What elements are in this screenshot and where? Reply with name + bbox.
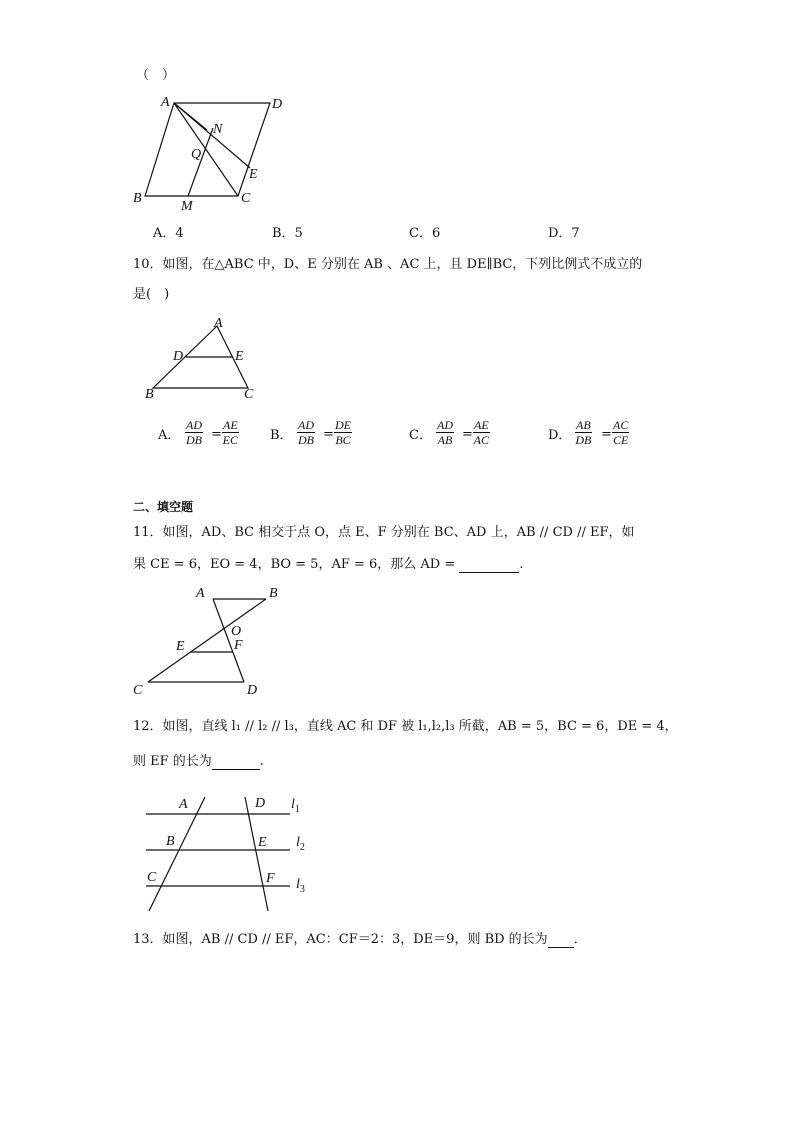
q10-option-b-right-frac: [334, 418, 352, 447]
fraction-denominator: DB: [298, 433, 314, 447]
q9-figure: [0, 90, 794, 310]
q11-label-a: A: [196, 586, 205, 601]
q10-option-c-letter: C．: [409, 428, 432, 443]
q10-option-d-eq: =: [601, 427, 612, 442]
fraction-numerator: AB: [576, 418, 591, 432]
fraction-denominator: AB: [437, 433, 453, 447]
q11-label-c: C: [133, 683, 143, 698]
q11-line1: 11．如图，AD、BC 相交于点 O，点 E、F 分别在 BC、AD 上，AB // CD // EF，如: [133, 525, 635, 540]
fraction-numerator: DE: [335, 418, 351, 432]
q10-option-a-right-frac: [222, 418, 239, 447]
q10-option-c-right-frac: [473, 418, 490, 447]
q9-label-e: E: [249, 167, 258, 182]
q9-option-d: D．7: [548, 226, 580, 241]
q10-option-d-right-frac: [612, 418, 629, 447]
q9-option-a: A．4: [153, 226, 184, 241]
q12-figure: [0, 788, 794, 918]
q12-label-b: B: [166, 834, 175, 849]
q12-line1: 12．如图，直线 l₁ // l₂ // l₃，直线 AC 和 DF 被 l₁,l₂,l₃ 所截，AB = 5，BC = 6，DE = 4，: [133, 719, 678, 734]
q11-label-o: O: [231, 624, 242, 639]
fraction-denominator: BC: [335, 433, 351, 447]
q9-label-b: B: [133, 191, 142, 206]
q9-line-nm: [188, 128, 213, 196]
q9-parallelogram: [145, 103, 270, 196]
q12-label-l2: $l_2$: [296, 835, 305, 853]
fraction-numerator: AD: [437, 418, 453, 432]
q12-line2-text: 则 EF 的长为: [133, 754, 212, 769]
fraction-numerator: AE: [474, 418, 489, 432]
q11-answer-blank[interactable]: [459, 560, 519, 573]
q9-option-c: C．6: [409, 226, 441, 241]
q10-option-d-left-frac: [575, 418, 592, 447]
q11-line2-end: .: [519, 557, 524, 572]
q11-line-bc: [148, 599, 266, 682]
q10-figure: [0, 312, 794, 402]
q11-line2-text: 果 CE = 6，EO = 4，BO = 5，AF = 6，那么 AD =: [133, 557, 456, 572]
q11-label-d: D: [247, 683, 258, 698]
q9-label-c: C: [241, 191, 251, 206]
q10-option-c-eq: =: [462, 427, 473, 442]
q10-stem-line1: 10．如图，在△ABC 中，D、E 分别在 AB 、AC 上，且 DE∥BC，下列比例式不成立的: [133, 257, 643, 272]
q10-label-b: B: [145, 387, 154, 402]
q12-label-d: D: [255, 796, 266, 811]
fraction-denominator: DB: [186, 433, 202, 447]
q10-option-d-letter: D．: [548, 428, 572, 443]
q10-option-c-left-frac: [436, 418, 454, 447]
section-title: 二、填空题: [133, 500, 194, 514]
q11-label-b: B: [269, 586, 278, 601]
q11-label-f: F: [234, 638, 243, 653]
fraction-numerator: AE: [223, 418, 238, 432]
q10-label-a: A: [214, 316, 223, 331]
q9-label-n: N: [213, 122, 223, 137]
q13-line-end: ．: [573, 932, 587, 947]
fraction-numerator: AC: [613, 418, 629, 432]
q11-label-e: E: [176, 639, 185, 654]
fraction-denominator: DB: [575, 433, 592, 447]
q10-option-a-eq: =: [211, 427, 222, 442]
q13-line-text: 13．如图，AB // CD // EF，AC：CF＝2：3，DE＝9，则 BD 的长为: [133, 932, 548, 947]
q10-stem-line2: 是( ): [133, 287, 170, 302]
fraction-denominator: EC: [222, 433, 238, 447]
q9-answer-bracket: （ ）: [136, 68, 176, 83]
q12-line2: [133, 754, 264, 770]
q12-label-c: C: [147, 870, 157, 885]
fraction-numerator: AD: [186, 418, 202, 432]
q12-label-f: F: [266, 871, 275, 886]
q12-label-a: A: [179, 797, 188, 812]
q10-label-e: E: [235, 349, 244, 364]
q9-label-m: M: [181, 199, 193, 214]
q12-line2-end: .: [259, 754, 264, 769]
q10-option-b-eq: =: [323, 427, 334, 442]
fraction-numerator: AD: [298, 418, 314, 432]
q12-answer-blank[interactable]: [212, 757, 260, 770]
q11-figure: [0, 582, 794, 702]
fraction-denominator: CE: [613, 433, 629, 447]
q10-option-b-letter: B．: [270, 428, 293, 443]
q12-label-e: E: [258, 835, 267, 850]
q9-label-a: A: [161, 95, 170, 110]
q10-option-a-left-frac: [185, 418, 203, 447]
q10-option-a-letter: A．: [158, 428, 181, 443]
q9-label-q: Q: [191, 147, 202, 162]
q10-option-b-left-frac: [297, 418, 315, 447]
q11-line2: [133, 557, 524, 573]
fraction-denominator: AC: [473, 433, 489, 447]
q13-line: [133, 932, 587, 948]
q10-label-d: D: [173, 349, 184, 364]
q9-label-d: D: [272, 97, 283, 112]
q9-option-b: B．5: [272, 226, 303, 241]
q10-label-c: C: [244, 387, 254, 402]
q12-label-l3: $l_3$: [296, 877, 305, 895]
q12-label-l1: $l_1$: [291, 797, 300, 815]
q13-answer-blank[interactable]: [548, 935, 574, 948]
